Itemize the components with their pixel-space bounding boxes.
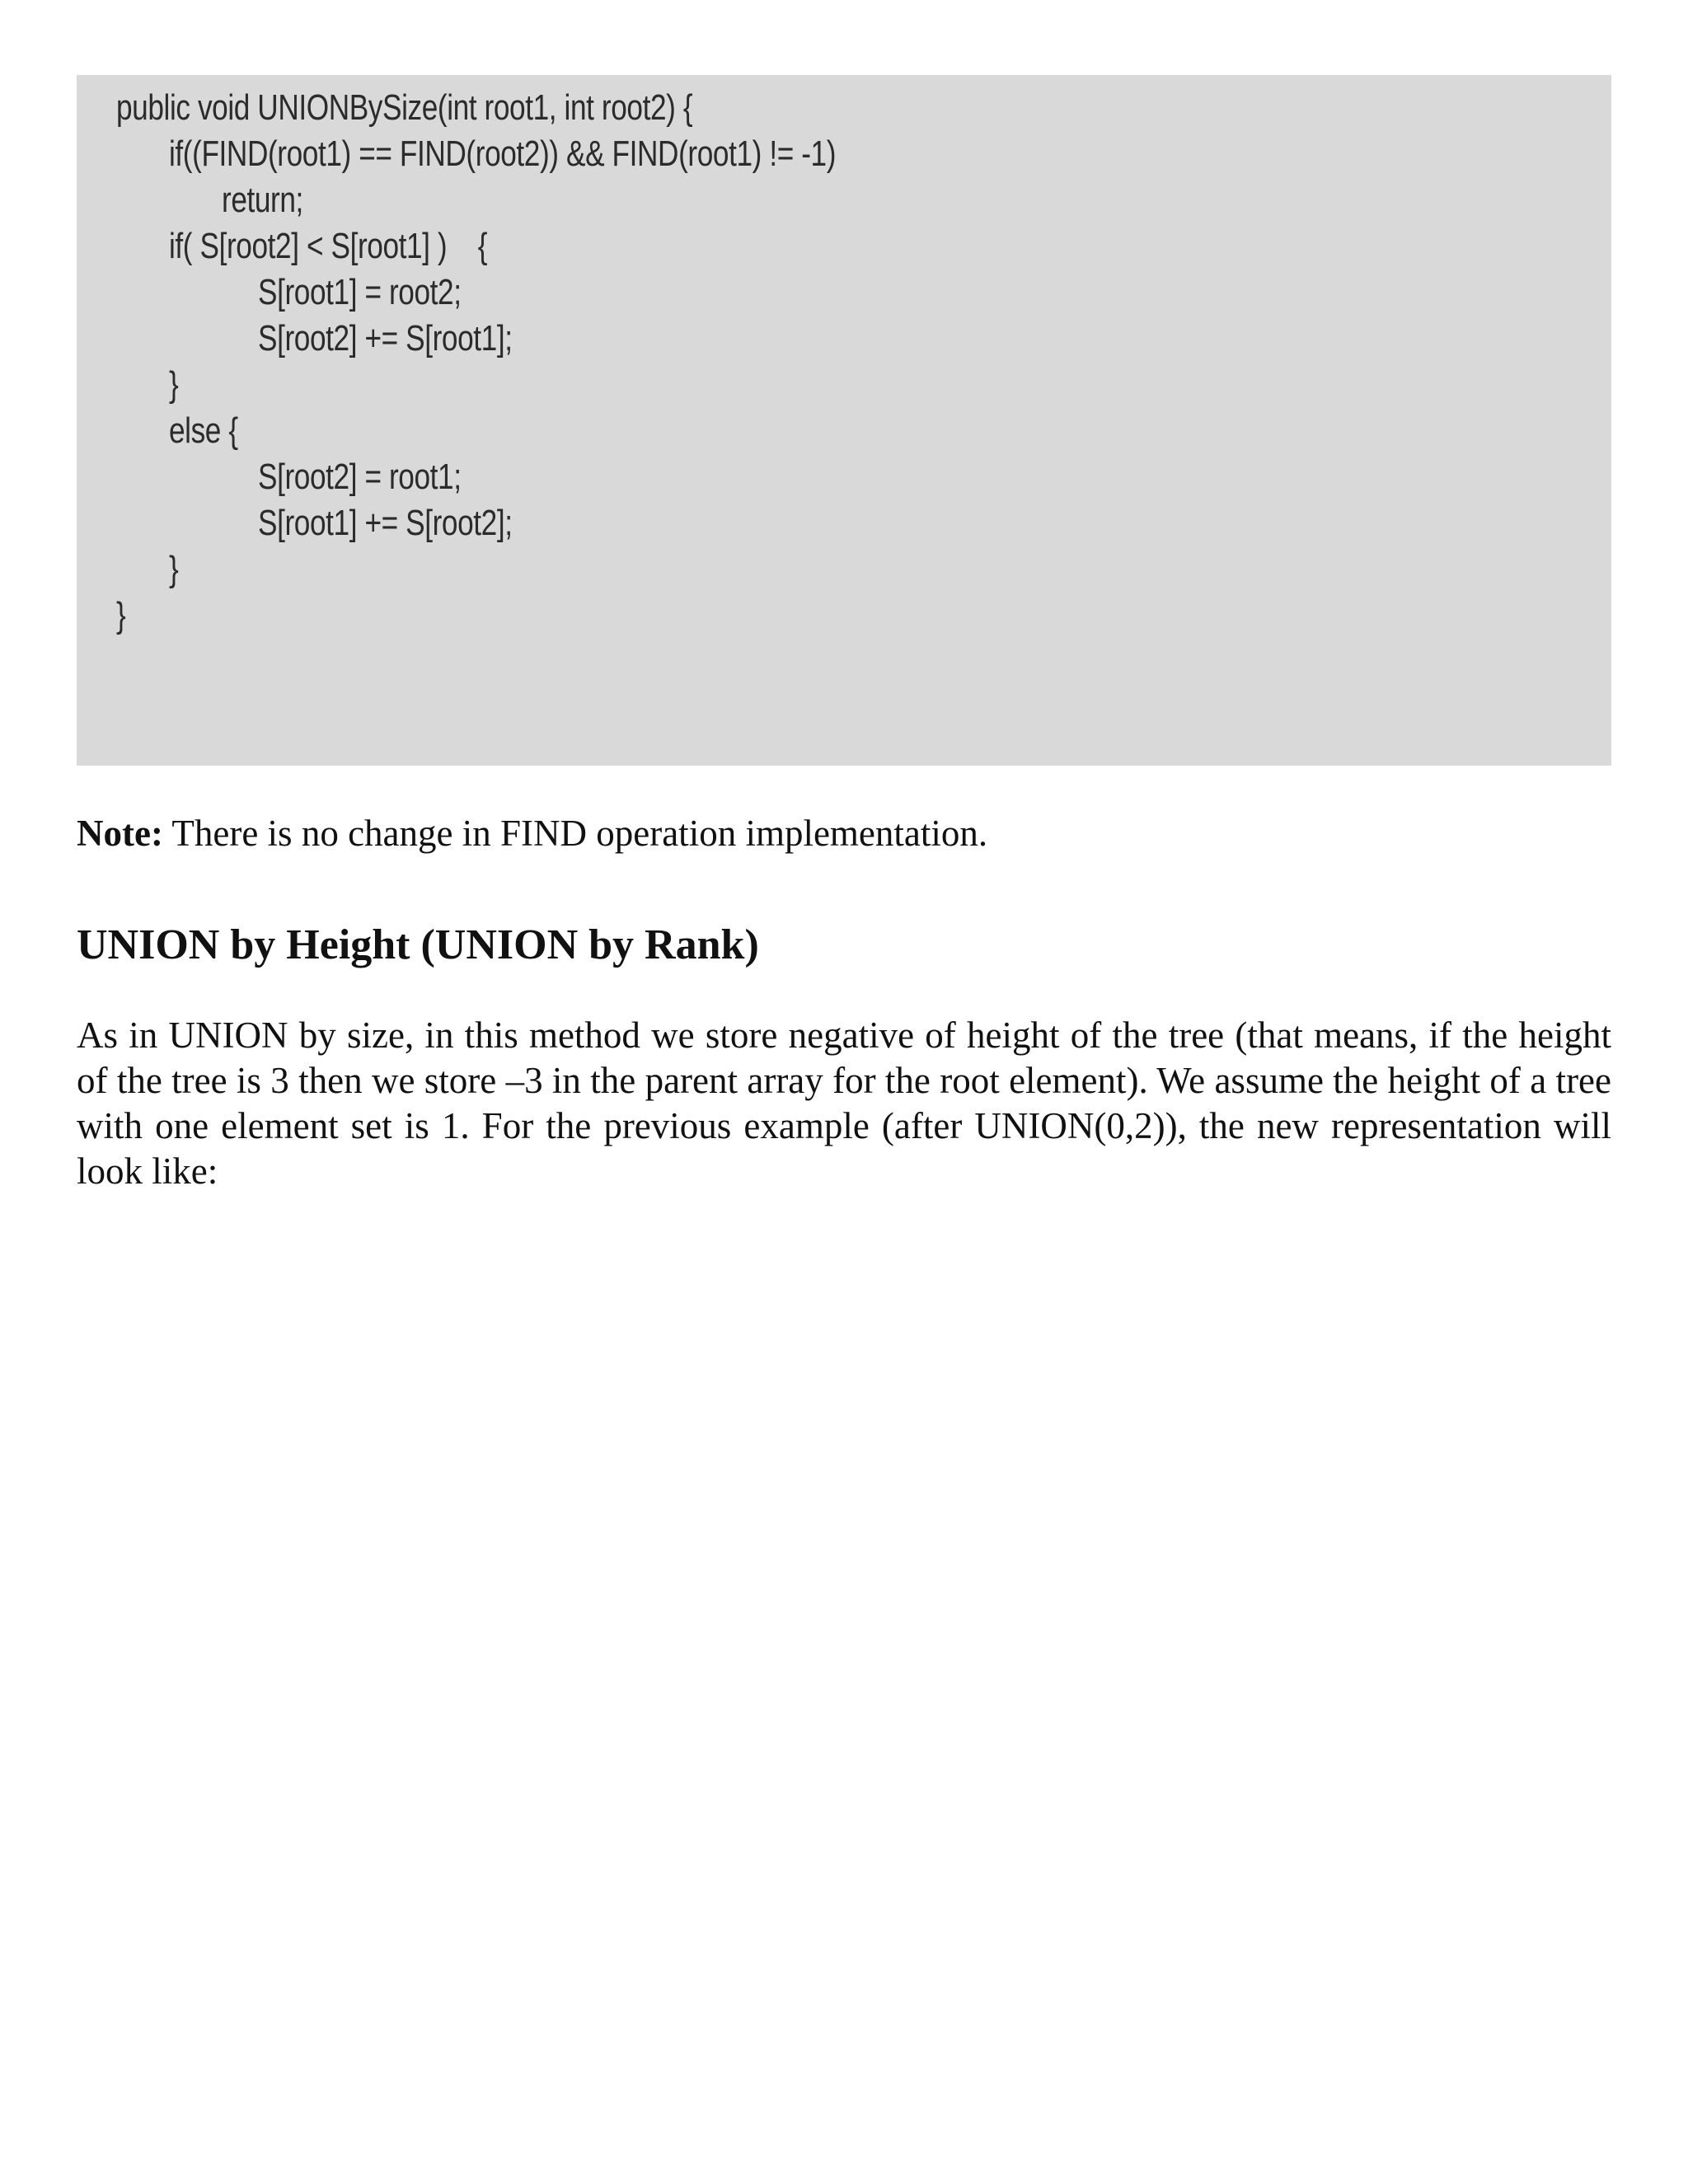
code-line: } — [116, 595, 126, 635]
code-line: S[root1] += S[root2]; — [258, 503, 513, 543]
code-line: if((FIND(root1) == FIND(root2)) && FIND(root1) != -1) — [169, 134, 837, 174]
code-line: S[root2] = root1; — [258, 457, 462, 497]
code-line: else { — [169, 410, 238, 451]
note-label: Note: — [77, 813, 163, 854]
code-line: S[root2] += S[root1]; — [258, 318, 513, 359]
code-line: S[root1] = root2; — [258, 272, 462, 312]
document-page — [77, 75, 1611, 1194]
code-line: public void UNIONBySize(int root1, int root2) { — [116, 87, 693, 128]
note-paragraph — [77, 810, 1611, 856]
code-block — [77, 75, 1611, 766]
code-line: return; — [222, 180, 303, 220]
code-line: if( S[root2] < S[root1] ) { — [169, 226, 488, 266]
code-line: } — [169, 549, 179, 589]
note-text: There is no change in FIND operation implementation. — [162, 813, 988, 854]
section-heading: UNION by Height (UNION by Rank) — [77, 921, 759, 968]
body-paragraph: As in UNION by size, in this method we store negative of height of the tree (that means, if the height of the tree is 3 then we store –3 in the parent array for the root element). We assume the height of a tree with one element set is 1. For the previous example (after UNION(0,2)), the new representation will look like: — [77, 1015, 1611, 1192]
code-line: } — [169, 364, 179, 405]
